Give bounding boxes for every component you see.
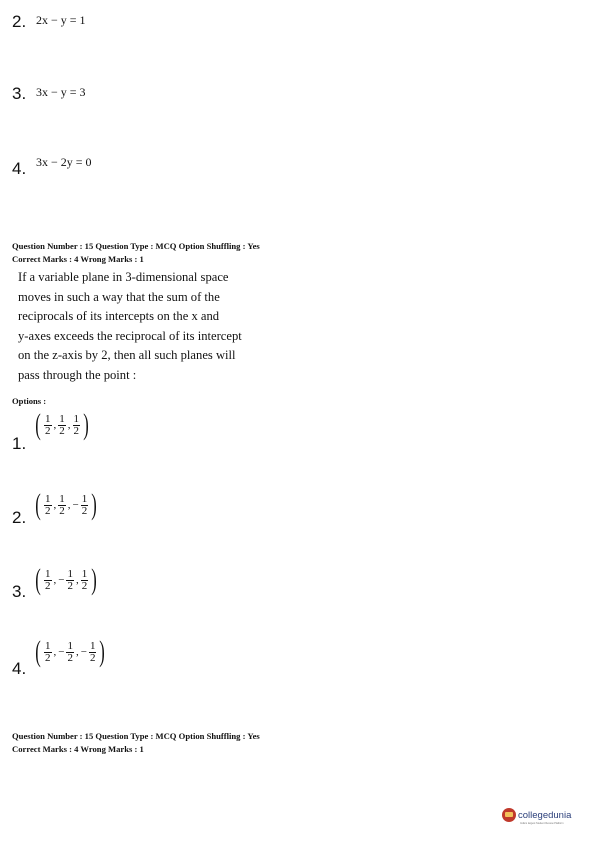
question-meta-line1: Question Number : 15 Question Type : MCQ Option Shuffling : Yes [12,241,260,251]
fraction [89,641,97,664]
prev-option-equation-3: 3x − y = 3 [36,85,86,99]
fraction-numerator: 1 [67,639,73,652]
fraction-denominator: 2 [45,504,51,517]
minus-sign: − [58,574,65,586]
fraction [66,641,74,664]
logo-text: collegedunia [518,809,572,821]
fraction-numerator: 1 [45,412,51,425]
question-line: y-axes exceeds the reciprocal of its intercept [18,328,242,343]
logo-tagline: India's largest Student Review Platform [520,822,564,825]
comma: , [75,646,79,658]
fraction-denominator: 2 [59,424,65,437]
right-paren: ) [83,408,89,441]
fraction [66,569,74,592]
question-line: pass through the point : [18,367,137,382]
minus-sign: − [72,499,79,511]
comma: , [67,419,71,431]
option-2-point[interactable] [33,490,99,520]
prev-option-equation-4: 3x − 2y = 0 [36,155,92,169]
question-text [18,270,242,388]
fraction-denominator: 2 [67,651,73,664]
fraction-numerator: 1 [81,567,88,580]
option-number-4: 4. [12,659,27,678]
next-question-meta-line1: Question Number : 15 Question Type : MCQ Option Shuffling : Yes [12,731,260,741]
left-paren: ( [35,488,41,521]
fraction-numerator: 1 [73,412,79,425]
option-number-2: 2. [12,508,27,527]
question-meta-line2: Correct Marks : 4 Wrong Marks : 1 [12,254,144,264]
fraction-numerator: 1 [89,639,96,652]
option-number-1: 1. [12,434,27,453]
question-line: on the z-axis by 2, then all such planes will [18,348,236,363]
comma: , [53,499,57,511]
option-1-point[interactable] [33,410,91,440]
options-label: Options : [12,396,47,406]
option-4-point[interactable] [33,637,107,667]
minus-sign: − [58,646,65,658]
fraction [58,414,66,437]
fraction-numerator: 1 [59,492,65,505]
right-paren: ) [91,488,97,521]
right-paren: ) [91,563,97,596]
comma: , [53,574,57,586]
left-paren: ( [35,563,41,596]
option-3-point[interactable] [33,565,99,595]
left-paren: ( [35,635,41,668]
next-question-meta-line2: Correct Marks : 4 Wrong Marks : 1 [12,744,144,754]
question-line: If a variable plane in 3-dimensional space [18,270,229,284]
fraction [44,414,52,437]
fraction [44,569,52,592]
fraction-numerator: 1 [67,567,73,580]
minus-sign: − [80,646,87,658]
comma: , [75,574,79,586]
fraction-denominator: 2 [45,579,51,592]
comma: , [53,419,57,431]
fraction-denominator: 2 [81,504,88,517]
collegedunia-logo-icon [502,808,516,822]
prev-option-number-4: 4. [12,159,27,178]
fraction-denominator: 2 [81,579,88,592]
fraction-denominator: 2 [45,651,51,664]
fraction [73,414,81,437]
comma: , [67,499,71,511]
fraction-numerator: 1 [45,639,51,652]
fraction [44,641,52,664]
question-line: reciprocals of its intercepts on the x and [18,309,220,324]
right-paren: ) [99,635,106,668]
fraction-numerator: 1 [45,567,51,580]
fraction [44,494,52,517]
fraction [58,494,66,517]
fraction-denominator: 2 [73,424,79,437]
prev-option-number-3: 3. [12,84,27,103]
prev-option-equation-2: 2x − y = 1 [36,13,86,27]
fraction-denominator: 2 [59,504,65,517]
collegedunia-logo [502,808,571,825]
fraction [81,494,89,517]
comma: , [53,646,57,658]
fraction-denominator: 2 [67,579,73,592]
fraction [81,569,89,592]
fraction-numerator: 1 [81,492,88,505]
fraction-numerator: 1 [45,492,51,505]
option-number-3: 3. [12,582,27,601]
fraction-numerator: 1 [59,412,65,425]
left-paren: ( [35,408,41,441]
prev-option-number-2: 2. [12,12,27,31]
fraction-denominator: 2 [45,424,51,437]
fraction-denominator: 2 [89,651,96,664]
question-line: moves in such a way that the sum of the [18,289,220,304]
